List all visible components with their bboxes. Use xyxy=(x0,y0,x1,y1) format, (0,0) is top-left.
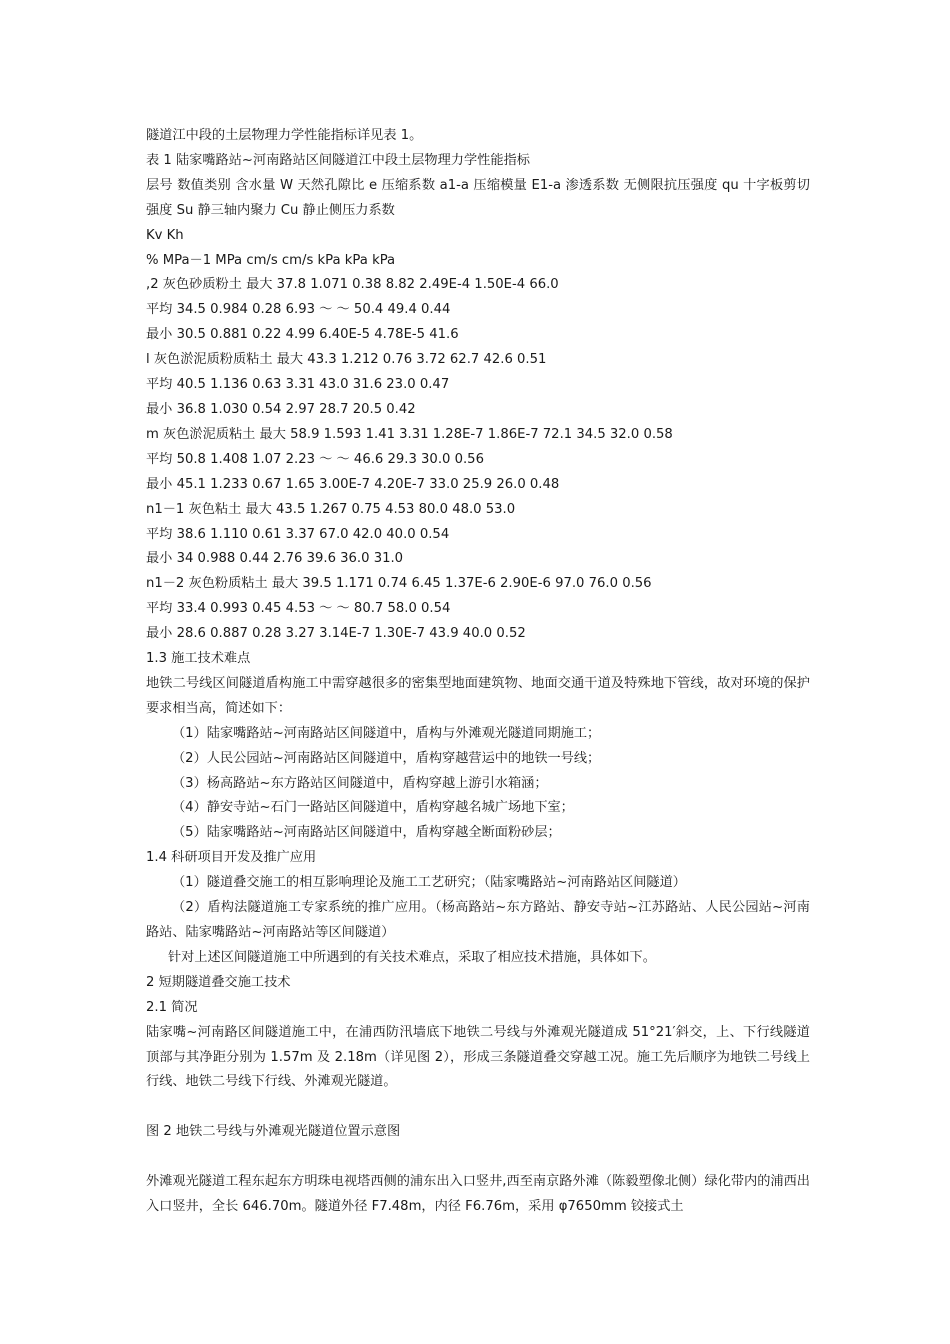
list-item: （5）陆家嘴路站~河南路站区间隧道中，盾构穿越全断面粉砂层； xyxy=(172,825,561,841)
table-row: 最小 28.6 0.887 0.28 3.27 3.14E-7 1.30E-7 43.9 40.0 0.52 xyxy=(146,626,526,642)
table-row: ,2 灰色砂质粉土 最大 37.8 1.071 0.38 8.82 2.49E-4 1.50E-4 66.0 xyxy=(146,277,559,293)
table-row: 平均 40.5 1.136 0.63 3.31 43.0 31.6 23.0 0.47 xyxy=(146,377,450,393)
table-row: m 灰色淤泥质粘土 最大 58.9 1.593 1.41 3.31 1.28E-7 1.86E-7 72.1 34.5 32.0 0.58 xyxy=(146,426,673,442)
table-row: 最小 34 0.988 0.44 2.76 39.6 36.0 31.0 xyxy=(146,551,404,567)
table-row: 最小 45.1 1.233 0.67 1.65 3.00E-7 4.20E-7 33.0 25.9 26.0 0.48 xyxy=(146,476,560,492)
section-heading: 1.4 科研项目开发及推广应用 xyxy=(146,850,317,866)
paragraph: 陆家嘴~河南路区间隧道施工中，在浦西防汛墙底下地铁二号线与外滩观光隧道成 51°21′斜交，上、下行线隧道顶部与其净距分别为 1.57m 及 2.18m（详见图 2），形成三条隧道叠交穿越工况。施工先后顺序为地铁二号线上行线、地铁二号线下行线、外滩观光隧道。 xyxy=(146,1024,810,1090)
table-row: n1－2 灰色粉质粘土 最大 39.5 1.171 0.74 6.45 1.37E-6 2.90E-6 97.0 76.0 0.56 xyxy=(146,576,652,592)
figure-caption: 图 2 地铁二号线与外滩观光隧道位置示意图 xyxy=(146,1124,401,1140)
list-item: （3）杨高路站~东方路站区间隧道中，盾构穿越上游引水箱涵； xyxy=(172,775,548,791)
list-item: （1）陆家嘴路站~河南路站区间隧道中，盾构与外滩观光隧道同期施工； xyxy=(172,725,601,741)
table-header-row: 层号 数值类别 含水量 W 天然孔隙比 e 压缩系数 a1-a 压缩模量 E1-a 渗透系数 无侧限抗压强度 qu 十字板剪切强度 Su 静三轴内聚力 Cu 静止侧压力系数 xyxy=(146,177,810,218)
list-item: （2）盾构法隧道施工专家系统的推广应用。（杨高路站~东方路站、静安寺站~江苏路站、人民公园站~河南路站、陆家嘴路站~河南路站等区间隧道） xyxy=(146,900,810,940)
blank-line xyxy=(146,1145,810,1170)
list-item: （4）静安寺站~石门一路站区间隧道中，盾构穿越名城广场地下室； xyxy=(172,800,574,816)
document-page xyxy=(146,124,810,1220)
table-header-row: Kv Kh xyxy=(146,227,184,243)
section-heading: 1.3 施工技术难点 xyxy=(146,651,251,667)
table-row: 最小 30.5 0.881 0.22 4.99 6.40E-5 4.78E-5 41.6 xyxy=(146,327,459,343)
paragraph: 针对上述区间隧道施工中所遇到的有关技术难点，采取了相应技术措施，具体如下。 xyxy=(168,949,656,965)
list-item: （2）人民公园站~河南路站区间隧道中，盾构穿越营运中的地铁一号线； xyxy=(172,750,601,766)
section-heading: 2 短期隧道叠交施工技术 xyxy=(146,974,291,990)
blank-line xyxy=(146,1095,810,1120)
table-row: 平均 50.8 1.408 1.07 2.23 ～ ～ 46.6 29.3 30.0 0.56 xyxy=(146,451,484,467)
table-caption: 表 1 陆家嘴路站~河南路站区间隧道江中段土层物理力学性能指标 xyxy=(146,152,530,168)
table-row: l 灰色淤泥质粉质粘土 最大 43.3 1.212 0.76 3.72 62.7 42.6 0.51 xyxy=(146,352,547,368)
table-row: 最小 36.8 1.030 0.54 2.97 28.7 20.5 0.42 xyxy=(146,401,416,417)
table-row: 平均 33.4 0.993 0.45 4.53 ～ ～ 80.7 58.0 0.54 xyxy=(146,601,451,617)
table-row: 平均 38.6 1.110 0.61 3.37 67.0 42.0 40.0 0.54 xyxy=(146,526,450,542)
table-units-row: % MPa－1 MPa cm/s cm/s kPa kPa kPa xyxy=(146,252,396,268)
table-row: n1－1 灰色粘土 最大 43.5 1.267 0.75 4.53 80.0 48.0 53.0 xyxy=(146,501,516,517)
section-heading: 2.1 简况 xyxy=(146,999,198,1015)
intro-line: 隧道江中段的土层物理力学性能指标详见表 1。 xyxy=(146,128,423,143)
paragraph: 外滩观光隧道工程东起东方明珠电视塔西侧的浦东出入口竖井,西至南京路外滩（陈毅塑像北侧）绿化带内的浦西出入口竖井，全长 646.70m。隧道外径 F7.48m，内径 F6.76m，采用 φ7650mm 铰接式土 xyxy=(146,1174,810,1214)
paragraph: 地铁二号线区间隧道盾构施工中需穿越很多的密集型地面建筑物、地面交通干道及特殊地下管线，故对环境的保护要求相当高，简述如下： xyxy=(146,675,810,716)
table-row: 平均 34.5 0.984 0.28 6.93 ～ ～ 50.4 49.4 0.44 xyxy=(146,302,451,318)
list-item: （1）隧道叠交施工的相互影响理论及施工工艺研究；（陆家嘴路站~河南路站区间隧道） xyxy=(172,875,686,891)
